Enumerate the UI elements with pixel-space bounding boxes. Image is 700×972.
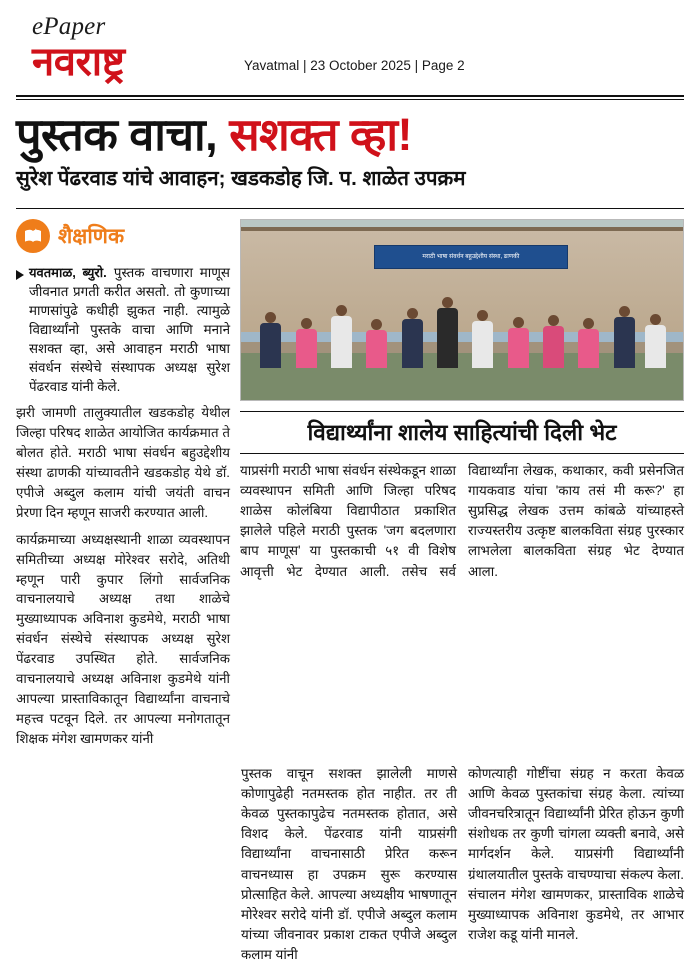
left-column <box>16 219 230 756</box>
masthead <box>16 14 684 91</box>
photo-person <box>612 306 636 367</box>
bottom-paragraph-2: कोणत्याही गोष्टींचा संग्रह न करता केवळ आणि केवळ पुस्तकांचा संग्रह केला. त्यांच्या जीवनचरित्रातून विद्यार्थ्यांनी प्रेरित होऊन कुणी संशोधक तर कुणी चांगला व्यक्ती बनावे, असे मार्गदर्शन केले. याप्रसंगी विद्यार्थ्यांनी ग्रंथालयातील पुस्तके वाचण्याचा संकल्प केला. संचालन मंगेश खामणकर, प्रास्ताविक शाळेचे मुख्याध्यापक अविनाश कुडमेथे, तर आभार राजेश कडू यांनी मानले. <box>468 765 684 942</box>
dateline: यवतमाळ, ब्युरो. <box>29 265 107 281</box>
photo-person <box>471 310 495 368</box>
epaper-label: ePaper <box>32 13 106 40</box>
right-column <box>240 219 684 585</box>
bottom-columns <box>16 764 684 972</box>
photo-person <box>329 305 353 368</box>
section-paragraph-1: याप्रसंगी मराठी भाषा संवर्धन संस्थेकडून शाळा व्यवस्थापन समिती आणि जिल्हा परिषद शाळेस कोलंबिया विद्यापीठात प्रकाशित झालेले पहिले मराठी पुस्तक 'जग बदलणारा बाप माणूस' या पुस्तकाची ५१ वी विशेष आवृत्ती भेट देण्यात आली. तसेच सर्व विद्यार्थ्यांना लेखक, कथाकार, कवी प्रसेनजित गायकवाड यांचा 'काय तसं मी करू?' हा सुप्रसिद्ध लेखक उत्तम कांबळे यांच्याहस्ते राज्यस्तरीय उत्कृष्ट बालकविता संग्रह पुरस्कार लाभलेला बालकविता संग्रह भेट देण्यात आला. <box>240 463 684 579</box>
bottom-column-spacer <box>16 764 230 972</box>
section-tag-label: शैक्षणिक <box>58 225 125 249</box>
headline-part-1: पुस्तक वाचा, <box>16 109 218 160</box>
headline-accent: सशक्त व्हा! <box>229 109 413 160</box>
page-title <box>16 110 684 160</box>
publication-title: नवराष्ट्र <box>32 40 125 84</box>
photo-person <box>294 318 318 368</box>
dateline-row <box>16 263 230 396</box>
lead-paragraph: पुस्तक वाचणारा माणूस जीवनात प्रगती करीत असतो. तो कुणाच्या माणसांपुढे कधीही झुकत नाही. त्यामुळे विद्यार्थ्यांनो पुस्तके वाचा आणि मनाने सशक्त व्हा, असे आवाहन मराठी भाषा संवर्धन संस्थेचे संस्थापक अध्यक्ष सुरेश पेंढरवाड यांनी केले. <box>29 265 230 395</box>
photo-person <box>435 297 459 367</box>
left-paragraph-1: झरी जामणी तालुक्यातील खडकडोह येथील जिल्हा परिषद शाळेत आयोजित कार्यक्रमात ते बोलत होते. मराठी भाषा संवर्धन बहुउद्देशीय संस्था ढाणकी यांच्यावतीने खडकडोह येथे डॉ. एपीजे अब्दुल कलाम यांची जयंती वाचन प्रेरणा दिन म्हणून साजरी करण्यात आली. <box>16 405 230 520</box>
sub-headline: सुरेश पेंढरवाड यांचे आवाहन; खडकडोह जि. प. शाळेत उपक्रम <box>16 167 466 191</box>
photo-person <box>542 315 566 367</box>
bullet-triangle-icon <box>16 270 24 280</box>
photo-person <box>400 308 424 367</box>
section-headline: विद्यार्थ्यांना शालेय साहित्यांची दिली भेट <box>240 419 684 454</box>
photo-person <box>643 314 667 368</box>
brand-block <box>16 14 226 83</box>
photo-person <box>506 317 530 367</box>
photo-person <box>365 319 389 368</box>
divider-thick <box>16 95 684 97</box>
divider-above-section-head <box>240 411 684 412</box>
edition-meta: Yavatmal | 23 October 2025 | Page 2 <box>244 58 465 73</box>
photo-person <box>259 312 283 368</box>
left-paragraph-2: कार्यक्रमाच्या अध्यक्षस्थानी शाळा व्यवस्थापन समितीच्या अध्यक्ष मोरेश्वर सरोदे, अतिथी म्हणून पारी कुपार लिंगो सार्वजनिक वाचनालयाचे अध्यक्ष तथा शाळेचे मुख्याध्यापक अविनाश कुडमेथे, मराठी भाषा संवर्धन संस्थेचे संस्थापक अध्यक्ष सुरेश पेंढरवाड उपस्थित होते. सार्वजनिक वाचनालयाचे अध्यक्ष अविनाश कुडमेथे यांनी आपल्या प्रास्ताविकातून विद्यार्थ्यांना वाचनाचे महत्त्व पटवून दिले. तर आपल्या मनोगतातून शिक्षक मंगेश खामणकर यांनी <box>16 531 230 747</box>
divider-under-subheadline <box>16 208 684 209</box>
photo-person <box>577 318 601 368</box>
bottom-paragraph-1: पुस्तक वाचून सशक्त झालेली माणसे कोणापुढेही नतमस्तक होत नाहीत. तर ती केवळ पुस्तकापुढेच नतमस्तक होतात, असे विशद केले. पेंढरवाड यांनी याप्रसंगी विद्यार्थ्यांना वाचनासाठी प्रेरित करून वाचनध्यास हा उपक्रम सुरू करण्यास प्रोत्साहित केले. आपल्या अध्यक्षीय भाषणातून मोरेश्वर सरोदे यांनी डॉ. एपीजे अब्दुल कलाम यांच्या जीवनावर प्रकाश टाकत एपीजे अब्दुल कलाम यांनी <box>241 765 457 962</box>
bottom-column-1 <box>241 764 457 972</box>
bottom-column-2 <box>468 764 684 972</box>
article-body <box>16 219 684 756</box>
divider-thin <box>16 99 684 100</box>
article-photo <box>240 219 684 401</box>
section-body <box>240 461 684 585</box>
photo-people-group <box>241 278 683 368</box>
open-book-icon <box>16 219 50 253</box>
photo-banner-text: मराठी भाषा संवर्धन बहुउद्देशीय संस्था, ढाणकी <box>374 245 568 268</box>
section-tag <box>16 219 230 253</box>
